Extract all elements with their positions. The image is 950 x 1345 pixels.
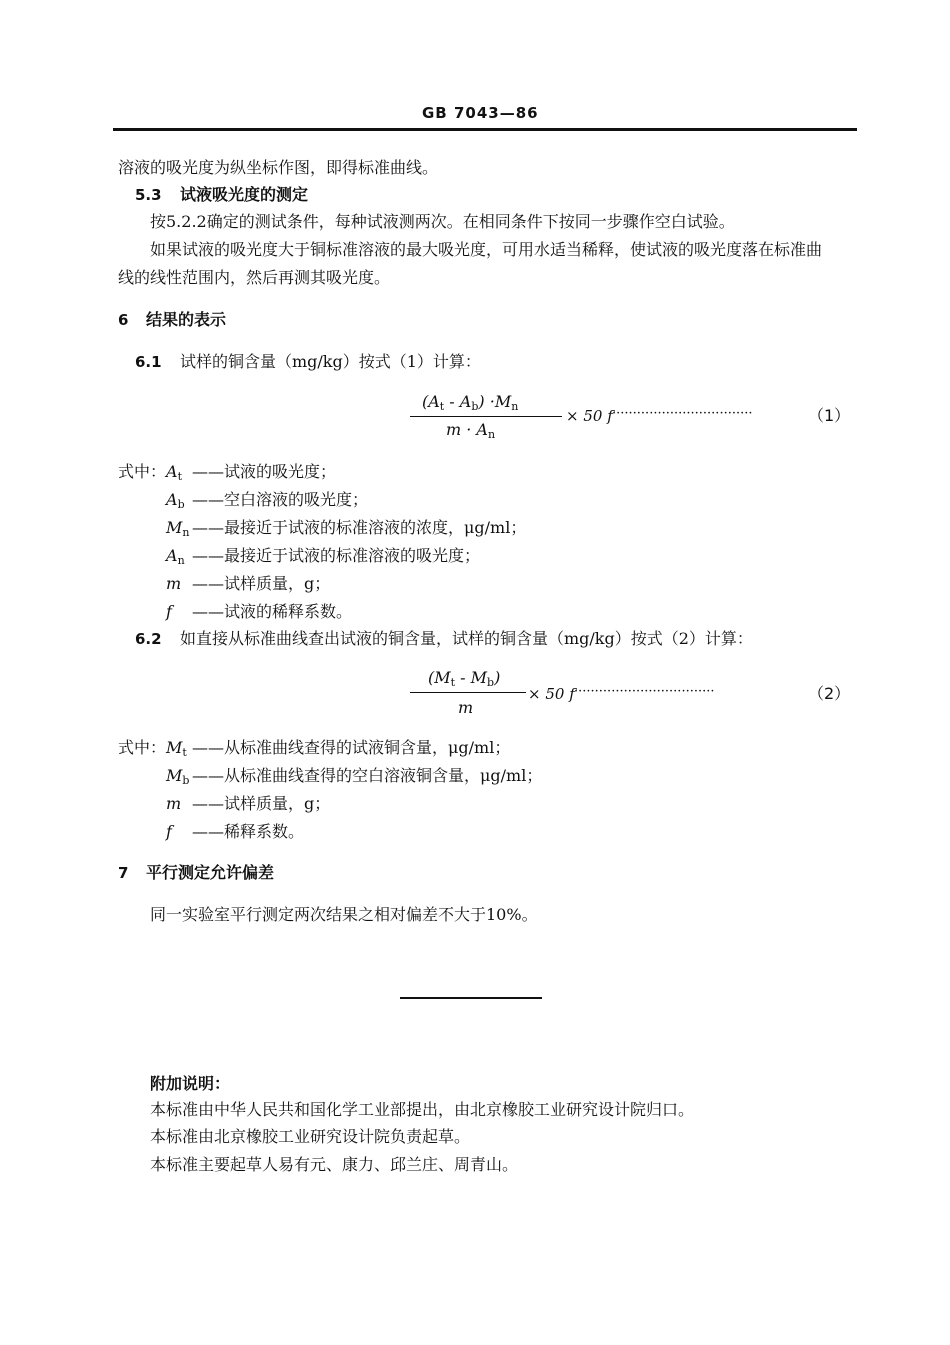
where-symbol: $M_t$ [166,738,187,759]
where-description: ——最接近于试液的标准溶液的吸光度； [192,546,481,565]
section-7-number: 7 [118,864,129,882]
where-symbol: f [166,822,172,841]
where-description: ——试样质量，g； [192,794,331,813]
notes-line: 本标准主要起草人易有元、康力、邱兰庄、周青山。 [150,1155,519,1174]
paragraph-line: 按5.2.2确定的测试条件，每种试液测两次。在相同条件下按同一步骤作空白试验。 [150,212,735,231]
where-description: ——最接近于试液的标准溶液的浓度，μg/ml； [192,518,527,537]
section-6-number: 6 [118,311,129,329]
equation-1-fraction-bar [410,416,562,417]
paragraph-line: 溶液的吸光度为纵坐标作图，即得标准曲线。 [118,158,439,177]
equation-2-numerator: $(M_t - M_b)$ [428,668,501,689]
header-rule [113,128,857,131]
notes-line: 本标准由北京橡胶工业研究设计院负责起草。 [150,1127,471,1146]
paragraph-line: 线的线性范围内，然后再测其吸光度。 [118,268,391,287]
where-symbol: m [166,794,182,813]
where-description: ——稀释系数。 [192,822,305,841]
section-6-title: 结果的表示 [146,310,227,329]
where-description: ——试液的稀释系数。 [192,602,353,621]
equation-1-factor: × 50 f [566,407,613,425]
where-symbol: m [166,574,182,593]
section-6-2-text: 如直接从标准曲线查出试液的铜含量，试样的铜含量（mg/kg）按式（2）计算： [180,629,753,648]
where-description: ——空白溶液的吸光度； [192,490,369,509]
equation-1-leader-dots: ·································· [612,406,753,421]
paragraph-line: 如果试液的吸光度大于铜标准溶液的最大吸光度，可用水适当稀释，使试液的吸光度落在标准曲 [150,240,823,259]
where-symbol: $A_t$ [166,462,182,483]
where-description: ——试液的吸光度； [192,462,337,481]
where-symbol: $M_b$ [166,766,190,787]
where-symbol: $A_n$ [166,546,185,567]
standard-code: GB 7043—86 [422,104,539,122]
where-symbol: f [166,602,172,621]
equation-1-numerator: $(A_t - A_b) \cdot M_n$ [422,392,519,413]
section-6-1-text: 试样的铜含量（mg/kg）按式（1）计算： [180,352,481,371]
equation-1-denominator: $m \cdot A_n$ [446,420,496,441]
equation-2-leader-dots: ·································· [574,684,715,699]
section-5-3-title: 试液吸光度的测定 [180,185,309,204]
where-description: ——从标准曲线查得的空白溶液铜含量，μg/ml； [192,766,543,785]
where-prefix: 式中： [118,738,167,757]
section-7-title: 平行测定允许偏差 [146,863,275,882]
section-6-1-number: 6.1 [135,353,162,371]
end-rule [400,997,542,999]
where-description: ——试样质量，g； [192,574,331,593]
where-prefix: 式中： [118,462,167,481]
equation-2-denominator: m [458,698,474,717]
equation-1-label: （1） [808,406,851,425]
notes-line: 本标准由中华人民共和国化学工业部提出，由北京橡胶工业研究设计院归口。 [150,1100,695,1119]
where-symbol: $A_b$ [166,490,185,511]
equation-2-factor: × 50 f [528,685,575,703]
where-symbol: $M_n$ [166,518,190,539]
section-7-text: 同一实验室平行测定两次结果之相对偏差不大于10%。 [150,905,538,924]
equation-2-label: （2） [808,684,851,703]
notes-title: 附加说明： [150,1074,231,1093]
equation-2-fraction-bar [410,692,526,693]
where-description: ——从标准曲线查得的试液铜含量，μg/ml； [192,738,511,757]
section-6-2-number: 6.2 [135,630,162,648]
section-5-3-number: 5.3 [135,186,162,204]
